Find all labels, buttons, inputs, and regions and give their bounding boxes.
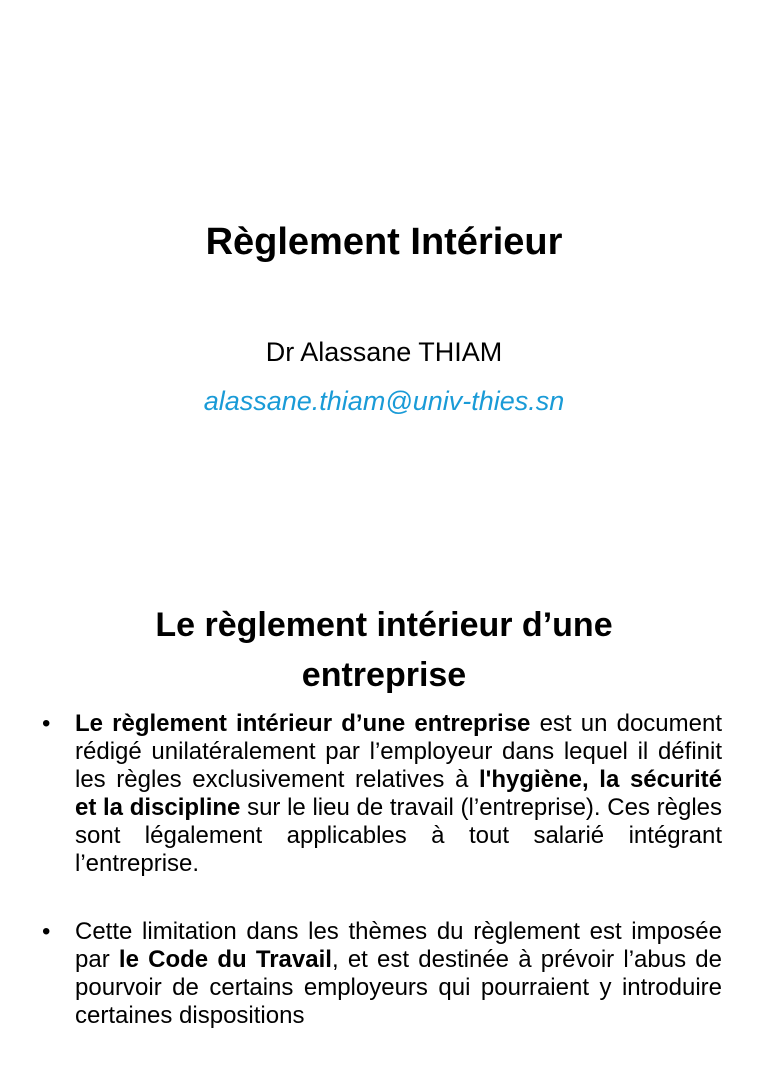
bullet-bold-text: l'hygiène, la sécurité et la discipline	[75, 766, 723, 821]
bullet-bold-text: le Code du Travail	[118, 946, 332, 973]
bullet-list	[42, 710, 722, 1070]
bullet-text: , et est destinée à prévoir l’abus de pourvoir de certains employeurs qui pourraient y introduire certaines dispositions	[75, 946, 722, 1029]
bullet-text: sur le lieu de travail (l’entreprise). Ces règles sont légalement applicables à tout salarié intégrant l’entreprise.	[75, 794, 722, 877]
slide-title: Règlement Intérieur	[205, 221, 563, 263]
bullet-icon: •	[42, 710, 51, 737]
author-name: Dr Alassane THIAM	[265, 337, 503, 367]
author-email[interactable]: alassane.thiam@univ-thies.sn	[203, 386, 565, 416]
bullet-text: est un document rédigé unilatéralement par l’employeur dans lequel il définit les règles exclusivement relatives à	[75, 710, 723, 793]
bullet-bold-text: Le règlement intérieur d’une entreprise	[75, 710, 531, 737]
bullet-item	[42, 710, 722, 878]
bullet-icon: •	[42, 918, 51, 945]
bullet-item	[42, 918, 722, 1030]
section-title: Le règlement intérieur d’une entreprise	[155, 606, 613, 694]
bullet-text: Cette limitation dans les thèmes du règlement est imposée par	[75, 918, 722, 973]
